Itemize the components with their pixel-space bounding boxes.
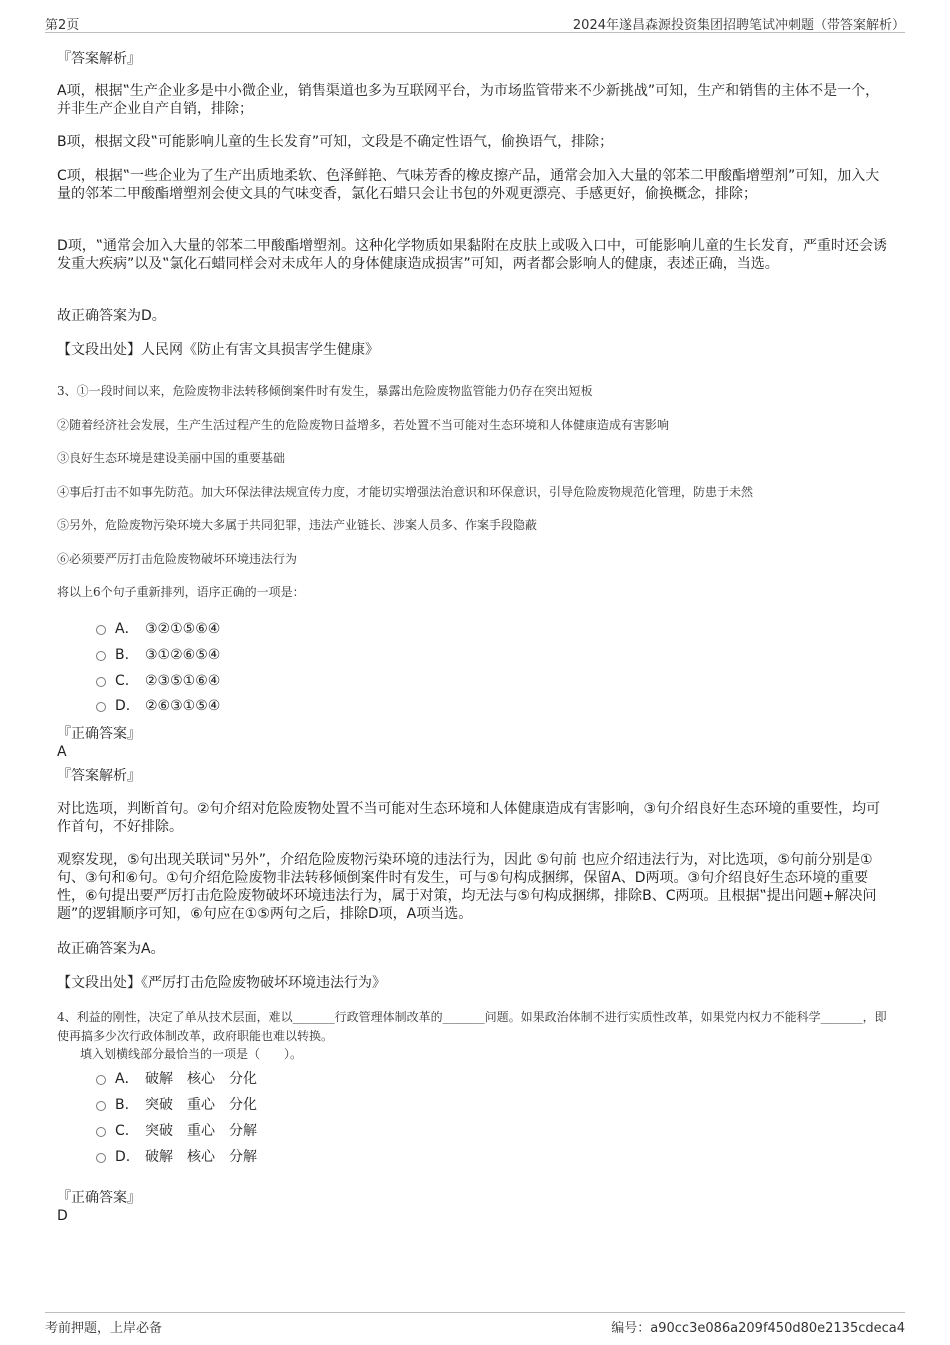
q3-option-d[interactable]: D. ②⑥③①⑤④ xyxy=(96,697,220,715)
q2-source: 【文段出处】人民网《防止有害文具损害学生健康》 xyxy=(57,342,379,358)
radio-icon[interactable] xyxy=(96,1127,106,1137)
page-number: 第2页 xyxy=(45,18,80,33)
radio-icon[interactable] xyxy=(96,677,106,687)
q3-sentence-6: ⑥必须要严厉打击危险废物破坏环境违法行为 xyxy=(57,552,298,566)
q4-instruction: 填入划横线部分最恰当的一项是（ ）。 xyxy=(80,1047,303,1061)
q3-sentence-1: 3、①一段时间以来，危险废物非法转移倾倒案件时有发生，暴露出危险废物监管能力仍存在突出短板 xyxy=(57,384,593,398)
q3-option-a[interactable]: A． ③②①⑤⑥④ xyxy=(96,620,220,638)
q3-answer: A xyxy=(57,744,67,760)
document-title: 2024年遂昌森源投资集团招聘笔试冲刺题（带答案解析） xyxy=(572,18,905,33)
q4-option-a[interactable]: A． 破解 核心 分化 xyxy=(96,1070,271,1088)
q3-analysis-para-1: 对比选项，判断首句。②句介绍对危险废物处置不当可能对生态环境和人体健康造成有害影响，③句介绍良好生态环境的重要性，均可作首句，不好排除。 xyxy=(57,801,881,835)
q3-source: 【文段出处】《严厉打击危险废物破坏环境违法行为》 xyxy=(57,975,386,991)
q3-sentence-2: ②随着经济社会发展，生产生活过程产生的危险废物日益增多，若处置不当可能对生态环境和人体健康造成有害影响 xyxy=(57,418,670,432)
radio-icon[interactable] xyxy=(96,1075,106,1085)
footer-code-value: a90cc3e086a209f450d80e2135cdeca4 xyxy=(650,1321,905,1336)
page-footer xyxy=(45,1312,905,1338)
q3-option-c[interactable]: C. ②③⑤①⑥④ xyxy=(96,672,220,690)
q2-analysis-label: 『答案解析』 xyxy=(57,51,141,67)
radio-icon[interactable] xyxy=(96,651,106,661)
footer-slogan: 考前押题，上岸必备 xyxy=(45,1321,163,1336)
q2-conclusion: 故正确答案为D。 xyxy=(57,308,166,324)
q3-conclusion: 故正确答案为A。 xyxy=(57,941,165,957)
footer-code-label: 编号： xyxy=(611,1321,651,1336)
q3-instruction: 将以上6个句子重新排列，语序正确的一项是： xyxy=(57,585,305,599)
radio-icon[interactable] xyxy=(96,702,106,712)
q4-answer: D xyxy=(57,1208,68,1224)
q3-sentence-5: ⑤另外，危险废物污染环境大多属于共同犯罪，违法产业链长、涉案人员多、作案手段隐蔽 xyxy=(57,518,538,532)
q2-analysis-para-c: C项，根据‟一些企业为了生产出质地柔软、色泽鲜艳、气味芳香的橡皮擦产品，通常会加入大量的邻苯二甲酸酯增塑剂”可知，加入大量的邻苯二甲酸酯增塑剂会使文具的气味变香，氯化石蜡只会让书包的外观更漂亮、手感更好，偷换概念，排除； xyxy=(57,168,880,202)
page-header xyxy=(45,14,905,33)
q3-option-b[interactable]: B. ③①②⑥⑤④ xyxy=(96,646,220,664)
q4-option-b[interactable]: B. 突破 重心 分化 xyxy=(96,1096,271,1114)
q3-analysis-label: 『答案解析』 xyxy=(57,768,141,784)
q4-answer-label: 『正确答案』 xyxy=(57,1190,141,1206)
q4-option-d[interactable]: D. 破解 核心 分解 xyxy=(96,1148,271,1166)
q3-sentence-3: ③良好生态环境是建设美丽中国的重要基础 xyxy=(57,451,286,465)
radio-icon[interactable] xyxy=(96,1153,106,1163)
q4-option-c[interactable]: C. 突破 重心 分解 xyxy=(96,1122,271,1140)
q3-answer-label: 『正确答案』 xyxy=(57,726,141,742)
q3-analysis-para-2: 观察发现，⑤句出现关联词‟另外”，介绍危险废物污染环境的违法行为，因此 ⑤句前 也应介绍违法行为，对比选项，⑤句前分别是①句、③句和⑥句。①句介绍危险废物非法转移倾倒案件时有发生，可与⑤句构成捆绑，保留A、D两项。③句介绍良好生态环境的重要性，⑥句提出要严厉打击危险废物破坏环境违法行为，属于对策，均无法与⑤句构成捆绑，排除B、C两项。且根据‟提出问题+解决问题”的逻辑顺序可知，⑥句应在①⑤两句之后，排除D项，A项当选。 xyxy=(57,852,877,922)
q2-analysis-para-d: D项，‟通常会加入大量的邻苯二甲酸酯增塑剂。这种化学物质如果黏附在皮肤上或吸入口中，可能影响儿童的生长发育，严重时还会诱发重大疾病”以及‟氯化石蜡同样会对未成年人的身体健康造成损害”可知，两者都会影响人的健康，表述正确，当选。 xyxy=(57,238,888,272)
q2-analysis-para-b: B项，根据文段‟可能影响儿童的生长发育”可知，文段是不确定性语气，偷换语气，排除； xyxy=(57,134,614,150)
radio-icon[interactable] xyxy=(96,625,106,635)
footer-code xyxy=(611,1317,905,1336)
radio-icon[interactable] xyxy=(96,1101,106,1111)
q2-analysis-para-a: A项，根据‟生产企业多是中小微企业，销售渠道也多为互联网平台，为市场监管带来不少新挑战”可知，生产和销售的主体不是一个，并非生产企业自产自销，排除； xyxy=(57,83,880,117)
q4-stem: 4、利益的刚性，决定了单从技术层面，难以_______行政管理体制改革的_______问题。如果政治体制不进行实质性改革，如果党内权力不能科学_______，即使再搞多少次行政体制改革，政府职能也难以转换。 xyxy=(57,1010,887,1043)
q3-sentence-4: ④事后打击不如事先防范。加大环保法律法规宣传力度，才能切实增强法治意识和环保意识，引导危险废物规范化管理，防患于未然 xyxy=(57,485,754,499)
